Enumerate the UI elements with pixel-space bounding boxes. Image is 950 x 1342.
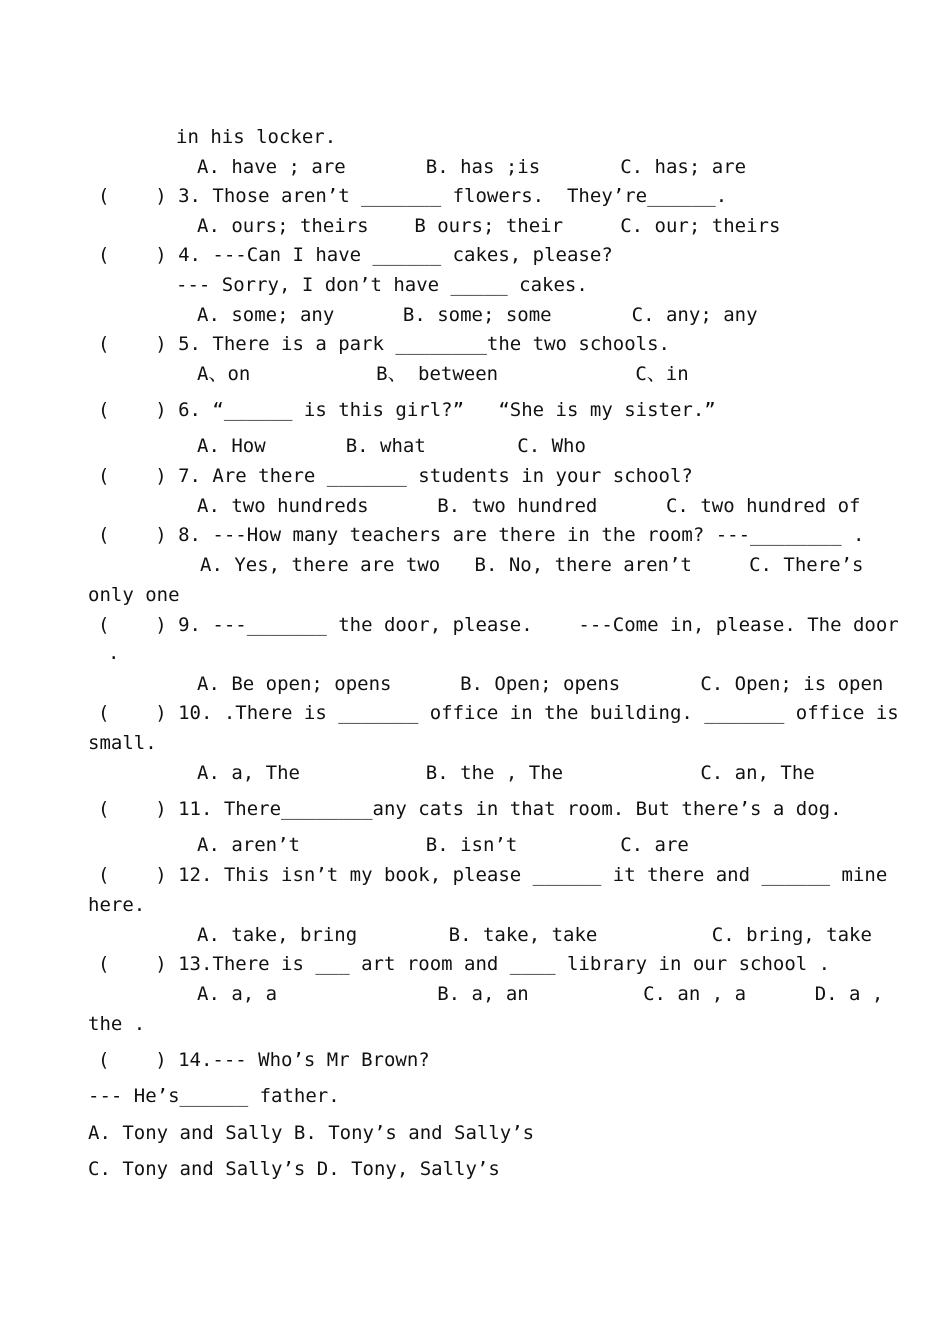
answer-options: A. Be open; opens B. Open; opens C. Open; is open [197,673,884,695]
answer-options: C. Tony and Sally’s D. Tony, Sally’s [88,1158,500,1180]
answer-options: A. take, bring B. take, take C. bring, take [197,924,872,946]
answer-options: A. aren’t B. isn’t C. are [197,834,689,856]
text-line: only one [88,584,180,606]
question-12: ( ) 12. This isn’t my book, please ______ it there and ______ mine [98,864,888,886]
question-13: ( ) 13.There is ___ art room and ____ library in our school . [98,953,831,975]
answer-options: A. some; any B. some; some C. any; any [197,304,758,326]
answer-options: A. two hundreds B. two hundred C. two hundred of [197,495,861,517]
question-6: ( ) 6. “______ is this girl?” “She is my sister.” [98,399,716,421]
question-11: ( ) 11. There________any cats in that room. But there’s a dog. [98,798,842,820]
answer-options: A. ours; theirs B ours; their C. our; theirs [197,215,781,237]
answer-options: A. a, The B. the , The C. an, The [197,762,815,784]
text-line: small. [88,732,157,754]
question-10: ( ) 10. .There is _______ office in the building. _______ office is [98,702,899,724]
answer-options: A. Yes, there are two B. No, there aren’t C. There’s [200,554,864,576]
blank-mark: . [108,642,120,664]
answer-options: A. Tony and Sally B. Tony’s and Sally’s [88,1122,535,1144]
question-3: ( ) 3. Those aren’t _______ flowers. They’re______. [98,185,728,207]
question-7: ( ) 7. Are there _______ students in your school? [98,465,693,487]
answer-options: A. have ; are B. has ;is C. has; are [197,156,747,178]
answer-options: A. How B. what C. Who [197,435,586,457]
text-line: here. [88,894,146,916]
question-14: ( ) 14.--- Who’s Mr Brown? [98,1049,430,1071]
text-line: --- Sorry, I don’t have _____ cakes. [176,274,588,296]
text-line: in his locker. [176,126,337,148]
answer-options: A、on B、 between C、in [197,363,689,385]
question-9: ( ) 9. ---_______ the door, please. ---Come in, please. The door [98,614,899,636]
text-line: --- He’s______ father. [88,1085,340,1107]
text-line: the . [88,1013,146,1035]
question-5: ( ) 5. There is a park ________the two schools. [98,333,670,355]
question-4: ( ) 4. ---Can I have ______ cakes, please? [98,244,613,266]
answer-options: A. a, a B. a, an C. an , a D. a , [197,983,884,1005]
question-8: ( ) 8. ---How many teachers are there in the room? ---________ . [98,524,865,546]
